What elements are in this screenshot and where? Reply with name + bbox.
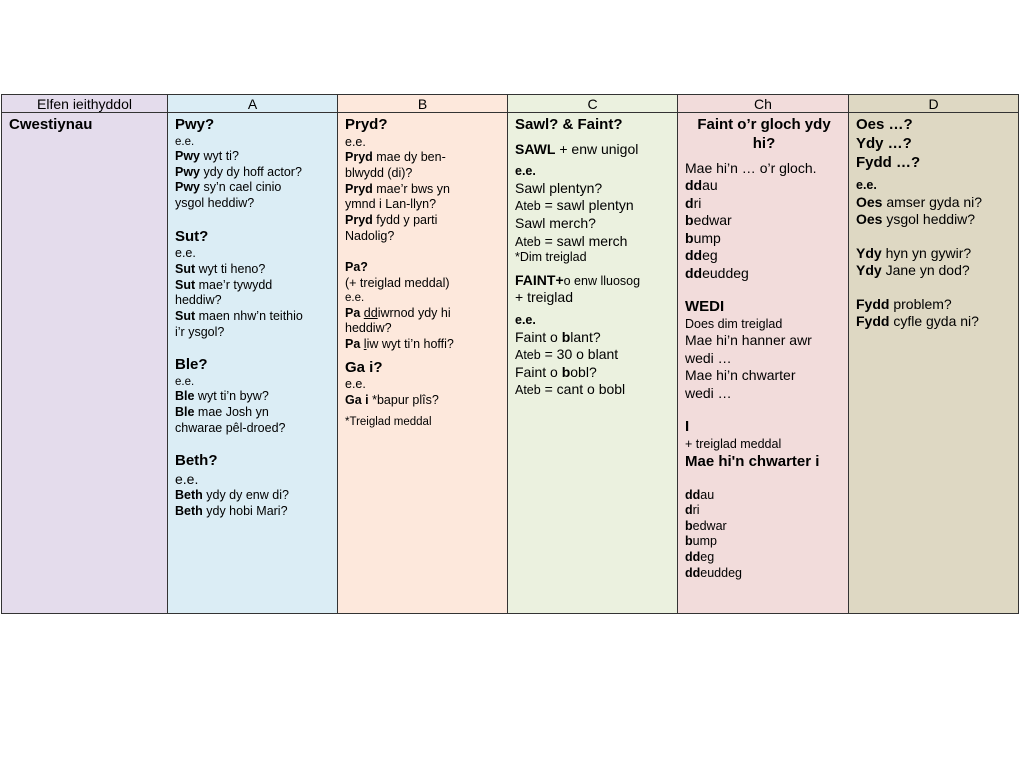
sawl-ee: e.e. (515, 164, 536, 179)
faint-rule-b: + treiglad (515, 289, 573, 306)
pa-title: Pa? (345, 260, 368, 275)
oes-example-1: Oes amser gyda ni? (856, 193, 983, 210)
sawl-faint-title: Sawl? & Faint? (515, 116, 623, 133)
number-item-2: ddeg (685, 550, 715, 564)
pryd-example-1: Pryd mae dy ben- (345, 150, 446, 165)
number-item: bedwar (685, 212, 732, 228)
pwy-example-3b: ysgol heddiw? (175, 196, 255, 210)
faint-answer-1: Ateb = 30 o blant (515, 346, 619, 362)
pa-example-1: Pa ddiwrnod ydy hi (345, 305, 451, 320)
number-item: ddeg (685, 247, 718, 263)
faint-example-1: Faint o blant? (515, 328, 601, 345)
sut-example-3: Sut maen nhw’n teithio (175, 308, 303, 323)
sawl-answer-1: Ateb = sawl plentyn (515, 197, 634, 214)
pwy-example-3: Pwy sy’n cael cinio (175, 180, 282, 195)
ch-title-b: hi? (752, 134, 776, 152)
sawl-example-1: Sawl plentyn? (515, 179, 603, 196)
header-row (2, 95, 1019, 113)
faint-answer-2: Ateb = cant o bobl (515, 381, 626, 398)
ydy-example-1: Ydy hyn yn gywir? (856, 244, 972, 261)
header-c: C (508, 95, 678, 113)
number-item-2: bedwar (685, 518, 727, 533)
pryd-example-1b: blwydd (di)? (345, 166, 413, 180)
cell-b (338, 113, 508, 614)
wedi-example-1b: wedi … (685, 349, 732, 366)
d-q1: Oes …? (856, 116, 913, 133)
table-row (2, 113, 1019, 614)
number-item: ddau (685, 177, 718, 193)
fydd-example-2: Fydd cyfle gyda ni? (856, 313, 979, 330)
number-item-2: ddeuddeg (685, 565, 742, 580)
i-note: + treiglad meddal (685, 437, 782, 452)
ga-note: *Treiglad meddal (345, 415, 432, 428)
d-q3: Fydd …? (856, 153, 921, 171)
ydy-example-2: Ydy Jane yn dod? (856, 262, 970, 279)
oes-example-2: Oes ysgol heddiw? (856, 211, 976, 228)
grammar-table (1, 94, 1019, 614)
beth-example-1: Beth ydy dy enw di? (175, 488, 289, 503)
sut-example-2: Sut mae’r tywydd (175, 277, 273, 292)
sut-example-3b: i’r ysgol? (175, 324, 225, 339)
ga-example-1: Ga i *bapur plîs? (345, 393, 439, 407)
cell-d (849, 113, 1019, 614)
sut-example-1: Sut wyt ti heno? (175, 262, 266, 276)
beth-title: Beth? (175, 452, 218, 470)
beth-ee: e.e. (175, 470, 199, 487)
pwy-example-1: Pwy wyt ti? (175, 149, 239, 164)
cell-a (168, 113, 338, 614)
wedi-title: WEDI (685, 298, 725, 315)
pa-note: (+ treiglad meddal) (345, 275, 450, 290)
header-b: B (338, 95, 508, 113)
sut-example-2b: heddiw? (175, 293, 222, 308)
sawl-example-2: Sawl merch? (515, 215, 596, 231)
pryd-example-2: Pryd mae’r bws yn (345, 181, 450, 196)
ble-example-2: Ble mae Josh yn (175, 404, 269, 419)
pwy-ee: e.e. (175, 135, 195, 148)
pa-example-1b: heddiw? (345, 321, 392, 336)
fydd-example-1: Fydd problem? (856, 295, 952, 312)
cell-ch (678, 113, 849, 614)
sut-title: Sut? (175, 227, 209, 245)
i-title: I (685, 418, 690, 436)
wedi-note: Does dim treiglad (685, 316, 783, 331)
header-a: A (168, 95, 338, 113)
sawl-rule: SAWL + enw unigol (515, 140, 639, 157)
pa-ee: e.e. (345, 292, 365, 305)
ble-title: Ble? (175, 356, 208, 374)
d-ee: e.e. (856, 178, 877, 193)
number-item-2: ddau (685, 487, 715, 502)
ble-ee: e.e. (175, 375, 195, 388)
cell-c (508, 113, 678, 614)
ga-title: Ga i? (345, 358, 383, 376)
beth-example-2: Beth ydy hobi Mari? (175, 504, 288, 518)
wedi-example-2b: wedi … (685, 384, 732, 401)
i-example: Mae hi'n chwarter i (685, 452, 820, 470)
pa-example-2: Pa liw wyt ti’n hoffi? (345, 337, 454, 351)
sawl-answer-2: Ateb = sawl merch (515, 232, 628, 249)
number-item: dri (685, 194, 702, 211)
row-label-cell (2, 113, 168, 614)
pryd-example-3b: Nadolig? (345, 228, 395, 243)
faint-ee: e.e. (515, 312, 536, 327)
ble-example-1: Ble wyt ti’n byw? (175, 389, 269, 404)
pwy-example-2: Pwy ydy dy hoff actor? (175, 164, 302, 179)
pryd-example-3: Pryd fydd y parti (345, 212, 438, 227)
ch-intro: Mae hi’n … o’r gloch. (685, 159, 817, 176)
number-item-2: dri (685, 503, 700, 518)
ga-ee: e.e. (345, 377, 366, 392)
pryd-title: Pryd? (345, 116, 388, 133)
ch-title: Faint o’r gloch ydy (697, 116, 831, 133)
faint-rule: FAINT+o enw lluosog (515, 271, 641, 288)
number-item: ddeuddeg (685, 264, 749, 281)
wedi-example-1: Mae hi’n hanner awr (685, 332, 812, 349)
sut-ee: e.e. (175, 246, 196, 261)
pwy-title: Pwy? (175, 116, 215, 133)
d-q2: Ydy …? (856, 134, 912, 152)
wedi-example-2: Mae hi’n chwarter (685, 367, 796, 384)
header-d: D (849, 95, 1019, 113)
pryd-example-2b: ymnd i Lan-llyn? (345, 197, 437, 212)
pryd-ee: e.e. (345, 134, 366, 149)
header-ch: Ch (678, 95, 849, 113)
sawl-note: *Dim treiglad (515, 250, 587, 265)
row-label: Cwestiynau (9, 116, 93, 133)
number-item: bump (685, 229, 721, 246)
header-label: Elfen ieithyddol (2, 95, 168, 113)
number-item-2: bump (685, 534, 717, 549)
ble-example-2b: chwarae pêl-droed? (175, 420, 286, 435)
faint-example-2: Faint o bobl? (515, 363, 597, 380)
